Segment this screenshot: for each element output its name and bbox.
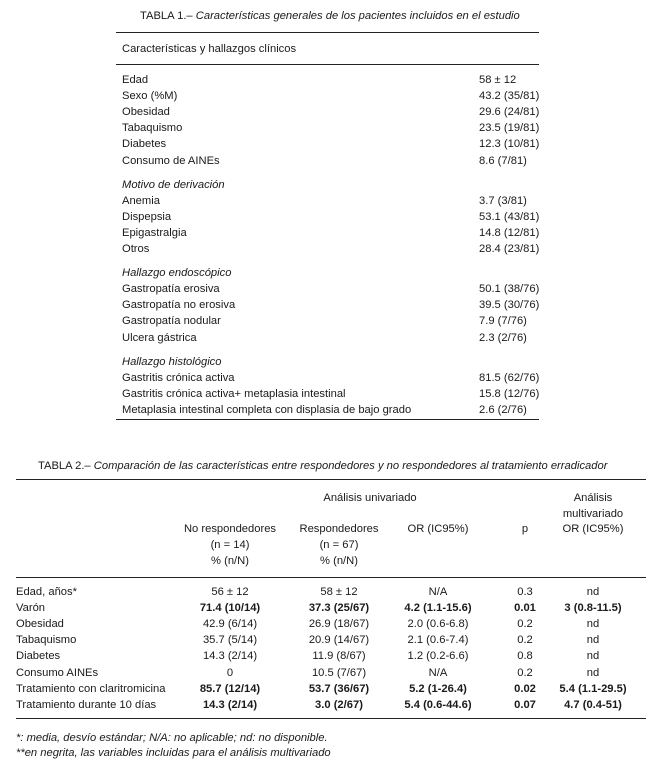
table1-top-rule [116, 32, 539, 33]
table1-caption [140, 9, 520, 23]
table1-row-label: Sexo (%M) [122, 90, 178, 103]
table2-cell-p: 0.2 [517, 618, 533, 631]
table1-section-title: Hallazgo histológico [122, 355, 222, 368]
table2-header-rule [16, 577, 646, 578]
table2-cell-or: 5.4 (0.6-44.6) [404, 698, 472, 711]
table1-row-value: 81.5 (62/76) [479, 371, 540, 384]
table2-cell-or: 5.2 (1-26.4) [409, 682, 467, 695]
col-resp-header-3: % (n/N) [320, 555, 358, 567]
table1-section-title: Hallazgo endoscópico [122, 267, 232, 280]
table2-caption-text: Comparación de las características entre respondedores y no respondedores al tratamiento erradicador [93, 460, 608, 472]
table2-cell-p: 0.2 [517, 634, 533, 647]
table2-cell-p: 0.02 [514, 682, 536, 695]
table2-row-label: Varón [16, 602, 46, 615]
table2-cell-or-multi: 5.4 (1.1-29.5) [559, 682, 627, 695]
table2-cell-or: N/A [428, 666, 448, 679]
table2-row-label: Tratamiento con claritromicina [16, 682, 166, 695]
table2-cell-p: 0.8 [517, 650, 533, 663]
table1-row-label: Dispepsia [122, 210, 172, 223]
table1-section-title: Motivo de derivación [122, 178, 225, 191]
table1-row-label: Obesidad [122, 106, 170, 119]
table1-row-value: 3.7 (3/81) [479, 194, 527, 207]
table1-row-value: 53.1 (43/81) [479, 210, 540, 223]
table1-row-label: Consumo de AINEs [122, 154, 220, 167]
table1-row-value: 43.2 (35/81) [479, 90, 540, 103]
table2-cell-nonresp: 42.9 (6/14) [202, 618, 258, 631]
table1-row-value: 12.3 (10/81) [479, 138, 540, 151]
table1-label: TABLA 1.– [140, 10, 193, 22]
table2-cell-resp: 20.9 (14/67) [308, 634, 370, 647]
table1-row-value: 7.9 (7/76) [479, 315, 527, 328]
multivariate-header-1: Análisis [573, 492, 613, 504]
table2-cell-or: 1.2 (0.2-6.6) [407, 650, 469, 663]
table2-row-label: Diabetes [16, 650, 61, 663]
table2-row-label: Tratamiento durante 10 días [16, 698, 157, 711]
table2-cell-or-multi: 3 (0.8-11.5) [564, 602, 622, 615]
col-p-header: p [521, 523, 529, 535]
table1-row-label: Ulcera gástrica [122, 331, 197, 344]
table1-row-label: Otros [122, 243, 150, 255]
table1-row-value: 15.8 (12/76) [479, 387, 540, 400]
table2-top-rule [16, 479, 646, 480]
table2-cell-resp: 10.5 (7/67) [311, 666, 367, 679]
table2-cell-nonresp: 35.7 (5/14) [202, 634, 258, 647]
table1-row-label: Gastropatía no erosiva [122, 299, 236, 312]
table2-cell-or: 4.2 (1.1-15.6) [404, 602, 472, 615]
table1-row-label: Anemia [122, 194, 160, 207]
table2-row-label: Obesidad [16, 618, 64, 631]
table2-bottom-rule [16, 718, 646, 719]
table1-row-value: 39.5 (30/76) [479, 299, 540, 312]
table2-cell-or-multi: nd [586, 586, 600, 598]
footnote-2: **en negrita, las variables incluidas para el análisis multivariado [16, 747, 331, 759]
col-or-header: OR (IC95%) [407, 523, 469, 535]
table1-row-value: 23.5 (19/81) [479, 122, 540, 135]
col-nonresp-header-1: No respondedores [183, 523, 277, 535]
table2-cell-p: 0.3 [517, 586, 533, 598]
col-nonresp-header-3: % (n/N) [211, 555, 249, 567]
table2-cell-p: 0.2 [517, 666, 533, 679]
footnote-1: *: media, desvío estándar; N/A: no aplicable; nd: no disponible. [16, 732, 328, 744]
col-resp-header-1: Respondedores [299, 523, 379, 535]
table2-row-label: Edad, años* [16, 586, 77, 598]
table2-cell-or-multi: nd [586, 634, 600, 647]
table1-header: Características y hallazgos clínicos [122, 43, 297, 55]
table1-row-label: Gastropatía nodular [122, 315, 221, 328]
table2-cell-nonresp: 85.7 (12/14) [199, 682, 261, 695]
table1-row-label: Gastritis crónica activa [122, 371, 235, 384]
table2-cell-p: 0.01 [514, 602, 536, 615]
table2-cell-resp: 58 ± 12 [320, 586, 358, 598]
col-or-multi-header: OR (IC95%) [562, 523, 624, 535]
table1-row-value: 14.8 (12/81) [479, 226, 540, 239]
table2-cell-or-multi: nd [586, 618, 600, 631]
table2-cell-or: 2.1 (0.6-7.4) [407, 634, 469, 647]
table2-cell-or-multi: 4.7 (0.4-51) [564, 698, 622, 711]
table2-cell-or-multi: nd [586, 650, 600, 663]
table2-cell-or-multi: nd [586, 666, 600, 679]
table2-cell-or: N/A [428, 586, 448, 598]
table2-cell-nonresp: 56 ± 12 [211, 586, 249, 598]
table2-cell-nonresp: 14.3 (2/14) [202, 698, 258, 711]
table1-row-value: 28.4 (23/81) [479, 243, 540, 255]
table1-row-value: 50.1 (38/76) [479, 283, 540, 296]
table2-cell-resp: 11.9 (8/67) [312, 650, 366, 663]
table1-row-value: 2.3 (2/76) [479, 331, 527, 344]
col-nonresp-header-2: (n = 14) [210, 539, 250, 551]
table1-row-label: Tabaquismo [122, 122, 183, 135]
table2-caption [38, 459, 607, 473]
table2-cell-resp: 3.0 (2/67) [315, 698, 363, 711]
table2-cell-nonresp: 0 [226, 666, 234, 679]
table1-caption-text: Características generales de los pacientes incluidos en el estudio [195, 10, 520, 22]
table1-row-label: Gastritis crónica activa+ metaplasia intestinal [122, 387, 346, 400]
table2-cell-or: 2.0 (0.6-6.8) [407, 618, 469, 631]
table1-row-value: 29.6 (24/81) [479, 106, 540, 119]
table2-cell-p: 0.07 [514, 698, 536, 711]
table1-row-label: Metaplasia intestinal completa con displasia de bajo grado [122, 403, 412, 416]
table2-row-label: Consumo AINEs [16, 666, 99, 679]
table2-label: TABLA 2.– [38, 460, 91, 472]
table1-row-label: Edad [122, 74, 149, 86]
table2-cell-nonresp: 14.3 (2/14) [202, 650, 258, 663]
table1-row-label: Gastropatía erosiva [122, 283, 220, 296]
univariate-group-header: Análisis univariado [323, 492, 417, 504]
col-resp-header-2: (n = 67) [319, 539, 359, 551]
table1-header-rule [116, 64, 539, 65]
table1-bottom-rule [116, 419, 539, 420]
table2-cell-resp: 37.3 (25/67) [308, 602, 370, 615]
table2-cell-nonresp: 71.4 (10/14) [199, 602, 261, 615]
table2-cell-resp: 53.7 (36/67) [308, 682, 370, 695]
table2-cell-resp: 26.9 (18/67) [308, 618, 370, 631]
table1-row-value: 8.6 (7/81) [479, 154, 527, 167]
table1-row-value: 2.6 (2/76) [479, 403, 527, 416]
table1-row-label: Epigastralgia [122, 226, 187, 239]
table1-row-label: Diabetes [122, 138, 167, 151]
table2-row-label: Tabaquismo [16, 634, 77, 647]
table1-row-value: 58 ± 12 [479, 74, 517, 86]
multivariate-header-2: multivariado [562, 508, 624, 520]
